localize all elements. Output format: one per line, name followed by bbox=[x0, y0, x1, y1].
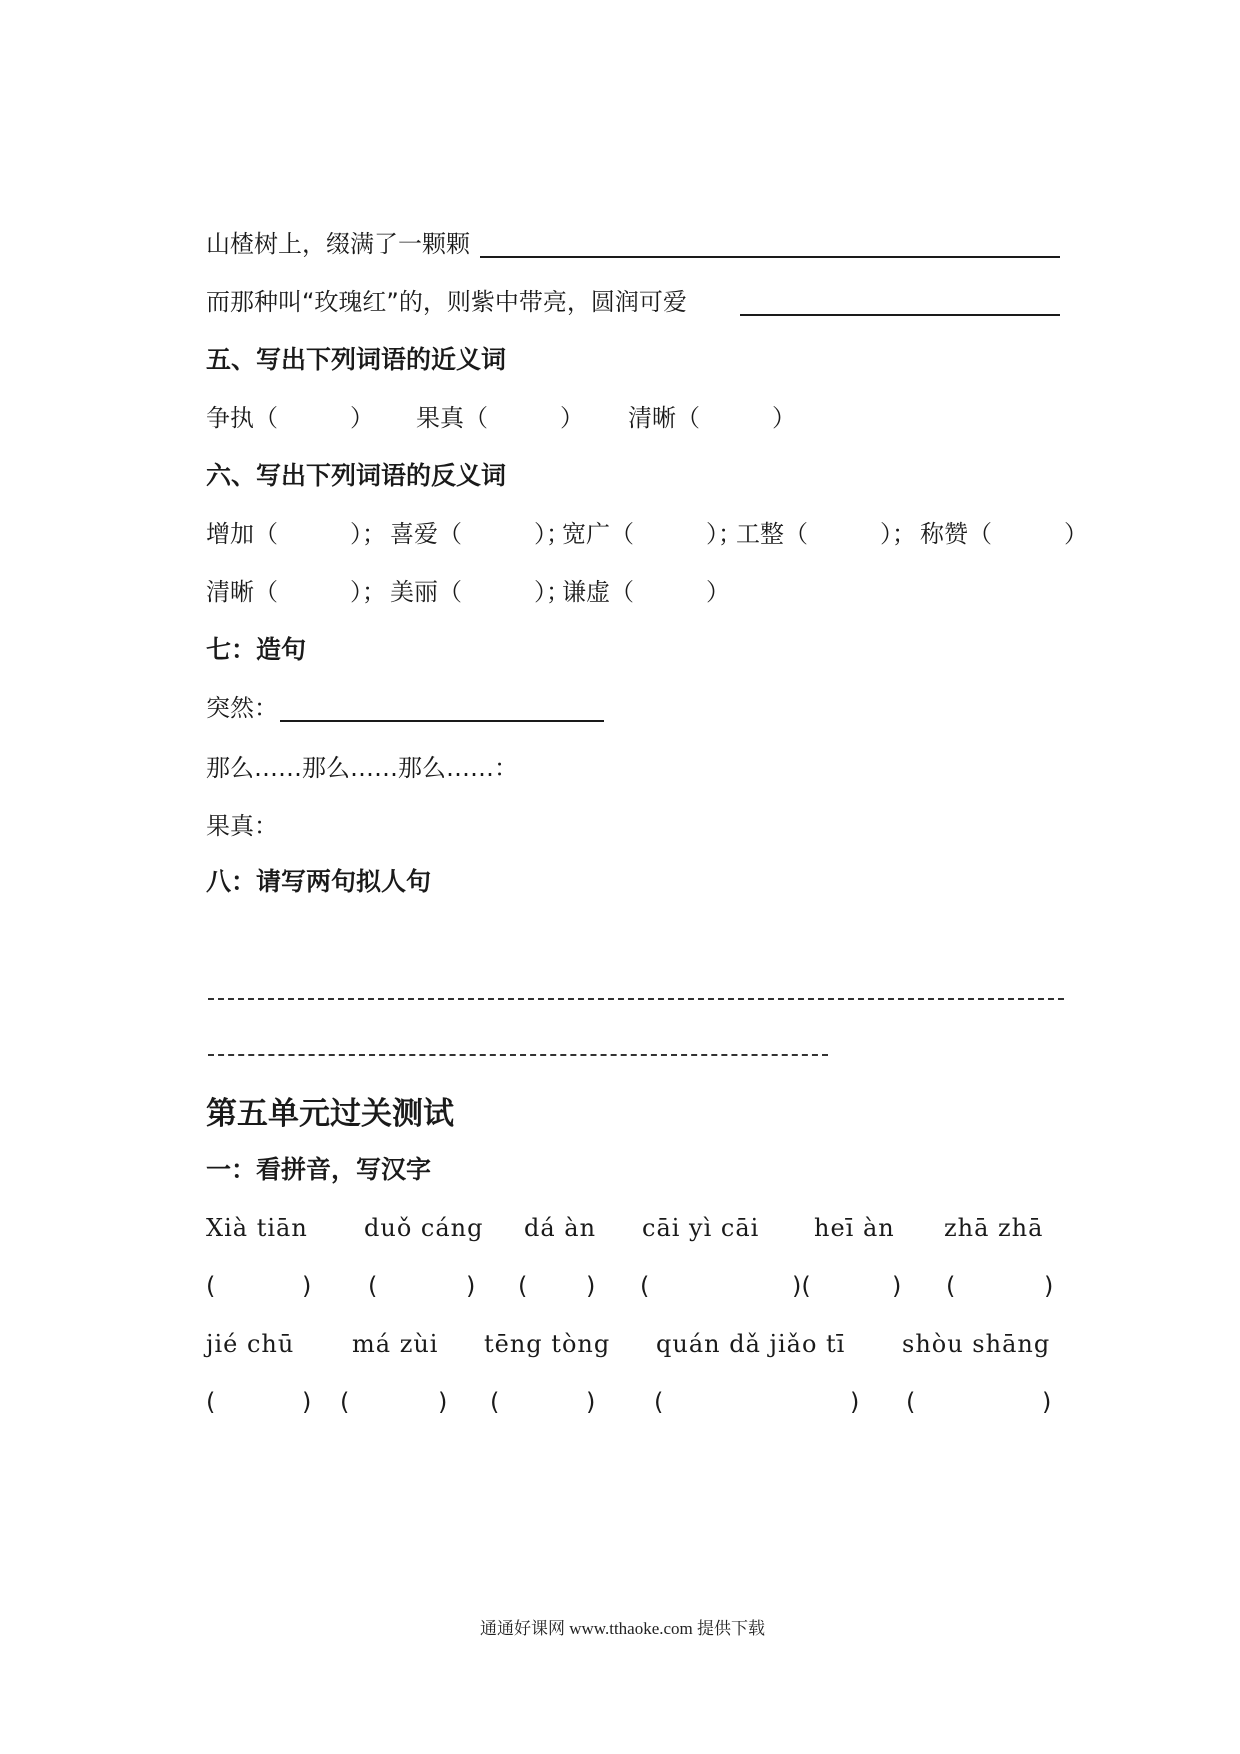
pinyin-word: tēng tòng bbox=[484, 1330, 611, 1358]
pinyin-word: shòu shāng bbox=[902, 1330, 1051, 1358]
pinyin-word: heī àn bbox=[814, 1214, 895, 1242]
sentence-answer-line[interactable] bbox=[280, 720, 604, 722]
dashed-answer-line-1[interactable] bbox=[208, 998, 1064, 1000]
pinyin-word: má zùi bbox=[352, 1330, 439, 1358]
pinyin-word: cāi yì cāi bbox=[642, 1214, 760, 1242]
page-footer: 通通好课网 www.tthaoke.com 提供下载 bbox=[480, 1619, 766, 1638]
antonym-item: 称赞（ ） bbox=[920, 520, 1088, 548]
antonym-item: 喜爱（ ）； bbox=[390, 520, 570, 548]
dashed-answer-line-2[interactable] bbox=[208, 1054, 828, 1056]
pinyin-word: zhā zhā bbox=[944, 1214, 1044, 1242]
section-7-heading: 七：造句 bbox=[206, 635, 307, 664]
fill-sentence-2: 而那种叫“玫瑰红”的，则紫中带亮，圆润可爱 bbox=[206, 288, 687, 316]
antonym-item: 宽广（ ）； bbox=[562, 520, 742, 548]
pinyin-word: jié chū bbox=[206, 1330, 295, 1358]
antonym-item: 工整（ ）； bbox=[736, 520, 916, 548]
antonym-item: 谦虚（ ） bbox=[562, 578, 730, 606]
synonym-item: 果真（ ） bbox=[416, 404, 584, 432]
section-6-heading: 六、写出下列词语的反义词 bbox=[206, 461, 507, 490]
section-5-heading: 五、写出下列词语的近义词 bbox=[206, 345, 507, 374]
pinyin-word: duǒ cáng bbox=[364, 1214, 484, 1242]
sentence-prompt-1: 突然： bbox=[206, 694, 278, 722]
synonym-item: 清晰（ ） bbox=[628, 404, 796, 432]
answer-line-1[interactable] bbox=[480, 256, 1060, 258]
antonym-item: 美丽（ ）； bbox=[390, 578, 570, 606]
sentence-prompt-2: 那么……那么……那么……： bbox=[206, 754, 518, 782]
question-1-heading: 一：看拼音，写汉字 bbox=[206, 1155, 432, 1184]
answer-line-2[interactable] bbox=[740, 314, 1060, 316]
pinyin-word: Xià tiān bbox=[206, 1214, 308, 1242]
antonym-item: 清晰（ ）； bbox=[206, 578, 386, 606]
fill-sentence-1: 山楂树上，缀满了一颗颗 bbox=[206, 230, 470, 258]
section-8-heading: 八：请写两句拟人句 bbox=[206, 867, 432, 896]
unit-5-title: 第五单元过关测试 bbox=[206, 1096, 454, 1132]
synonym-item: 争执（ ） bbox=[206, 404, 374, 432]
sentence-prompt-3: 果真： bbox=[206, 812, 278, 840]
antonym-item: 增加（ ）； bbox=[206, 520, 386, 548]
pinyin-word: dá àn bbox=[524, 1214, 597, 1242]
pinyin-word: quán dǎ jiǎo tī bbox=[656, 1330, 846, 1358]
